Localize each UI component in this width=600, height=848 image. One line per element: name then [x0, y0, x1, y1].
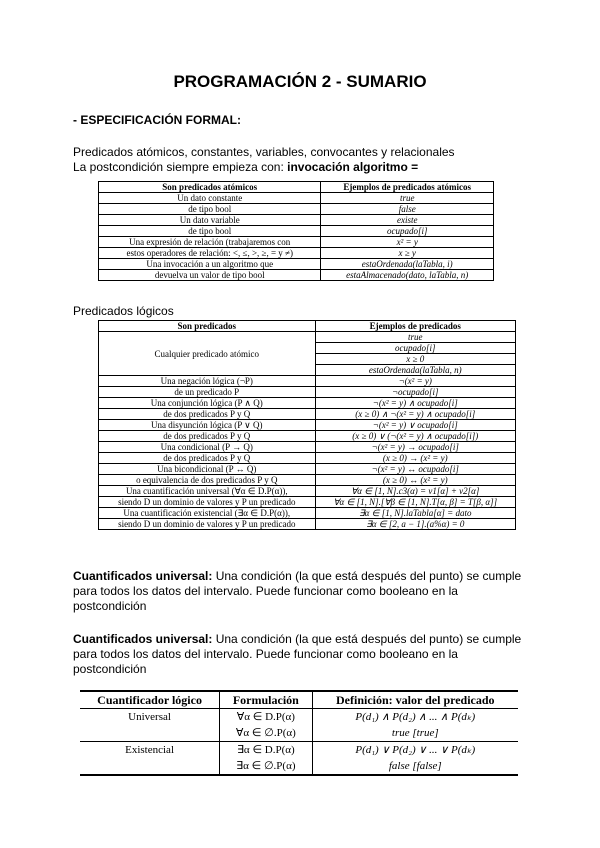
intro-line-2-text: La postcondición siempre empieza con:	[73, 160, 288, 174]
intro-line-2	[73, 160, 523, 175]
table1-cell: devuelva un valor de tipo bool	[99, 270, 321, 281]
table-row	[99, 259, 494, 270]
table2-cell: ∀α ∈ [1, N].[∀β ∈ [1, N].T[α, β] = T[β, α]]	[315, 497, 515, 508]
table1-cell: estos operadores de relación: <, ≤, >, ≥, = y ≠)	[99, 248, 321, 259]
table-row	[99, 453, 516, 464]
table1-cell: Un dato variable	[99, 215, 321, 226]
paragraph-2-bold: Cuantificados universal:	[73, 632, 213, 646]
table3-header-2: Definición: valor del predicado	[312, 691, 518, 709]
table1-cell: existe	[321, 215, 494, 226]
table-row	[80, 742, 518, 759]
table2-cell: ∃α ∈ [2, a − 1].(a%α) = 0	[315, 519, 515, 530]
table1-cell: de tipo bool	[99, 226, 321, 237]
table2-cell: (x ≥ 0) ↔ (x² = y)	[315, 475, 515, 486]
table2-cell: x ≥ 0	[315, 354, 515, 365]
table1-cell: false	[321, 204, 494, 215]
table-row	[99, 248, 494, 259]
table3-cell: Universal	[128, 711, 171, 723]
table3-cell: P(d₁) ∨ P(d₂) ∨ ... ∨ P(dₖ)	[312, 742, 518, 759]
intro-line-2-bold: invocación algoritmo =	[287, 160, 419, 174]
table2-cell: ¬(x² = y) ∨ ocupado[i]	[315, 420, 515, 431]
table1-cell: ocupado[i]	[321, 226, 494, 237]
table1-cell: estaOrdenada(laTabla, i)	[321, 259, 494, 270]
table2-cell: Una cuantificación universal (∀α ∈ D.P(α)),	[99, 486, 316, 497]
table1-header-0: Son predicados atómicos	[99, 182, 321, 193]
table2-cell: ¬(x² = y)	[315, 376, 515, 387]
table3-header-1: Formulación	[220, 691, 312, 709]
table-row	[99, 486, 516, 497]
paragraph-universal-1	[73, 569, 533, 614]
table3-cell: Existencial	[80, 742, 220, 759]
table1-cell: Una expresión de relación (trabajaremos con	[99, 237, 321, 248]
table2-cell: o equivalencia de dos predicados P y Q	[99, 475, 316, 486]
section-heading: - ESPECIFICACIÓN FORMAL:	[73, 113, 241, 127]
logical-predicates-table	[98, 320, 516, 530]
table2-cell: (x ≥ 0) ∧ ¬(x² = y) ∧ ocupado[i]	[315, 409, 515, 420]
table2-cell: Una condicional (P → Q)	[99, 442, 316, 453]
table2-header-0: Son predicados	[99, 321, 316, 332]
table-row	[99, 442, 516, 453]
table3-cell: ∀α ∈ D.P(α)	[220, 709, 312, 726]
table2-cell: (x ≥ 0) ∨ (¬(x² = y) ∧ ocupado[i])	[315, 431, 515, 442]
table3-cell	[80, 758, 220, 775]
table3-header-0: Cuantificador lógico	[80, 691, 220, 709]
table-row	[99, 431, 516, 442]
table2-cell: de dos predicados P y Q	[99, 431, 316, 442]
table3-cell: ∃α ∈ ∅.P(α)	[220, 758, 312, 775]
table2-cell: de dos predicados P y Q	[99, 409, 316, 420]
table2-cell: ∃α ∈ [1, N].laTabla[α] = dato	[315, 508, 515, 519]
table2-header-1: Ejemplos de predicados	[315, 321, 515, 332]
table2-cell: ∀α ∈ [1, N].c3(α) = v1[α] + v2[α]	[315, 486, 515, 497]
quantifier-table	[80, 690, 518, 776]
paragraph-2-text: Una condición (la que está después del punto) se cumple para todos los datos del intervalo. Puede funcionar como booleano en la postcondición	[73, 632, 522, 676]
table2-cell: de dos predicados P y Q	[99, 453, 316, 464]
table-row	[99, 226, 494, 237]
table2-cell: Una disyunción lógica (P ∨ Q)	[99, 420, 316, 431]
table-row	[99, 387, 516, 398]
table-row	[99, 376, 516, 387]
table3-cell: ∃α ∈ D.P(α)	[220, 742, 312, 759]
table1-cell: x² = y	[321, 237, 494, 248]
table2-cell: true	[315, 332, 515, 343]
table2-cell: Una conjunción lógica (P ∧ Q)	[99, 398, 316, 409]
table1-cell: x ≥ y	[321, 248, 494, 259]
atomic-predicates-table	[98, 181, 494, 281]
table-row	[99, 508, 516, 519]
table2-cell: (x ≥ 0) → (x² = y)	[315, 453, 515, 464]
table-row	[99, 204, 494, 215]
table2-cell: Una bicondicional (P ↔ Q)	[99, 464, 316, 475]
table-row	[99, 237, 494, 248]
table-row	[99, 420, 516, 431]
table2-cell: de un predicado P	[99, 387, 316, 398]
table2-cell: ocupado[i]	[315, 343, 515, 354]
table-row	[99, 519, 516, 530]
table3-cell: ∀α ∈ ∅.P(α)	[220, 725, 312, 742]
table-row	[99, 464, 516, 475]
table-row	[80, 758, 518, 775]
table2-cell: ¬(x² = y) ↔ ocupado[i]	[315, 464, 515, 475]
table3-cell: P(d₁) ∧ P(d₂) ∧ ... ∧ P(dₖ)	[355, 711, 476, 723]
paragraph-1-text: Una condición (la que está después del punto) se cumple para todos los datos del intervalo. Puede funcionar como booleano en la postcondición	[73, 569, 522, 613]
table1-cell: estaAlmacenado(dato, laTabla, n)	[321, 270, 494, 281]
page-title: PROGRAMACIÓN 2 - SUMARIO	[173, 72, 427, 91]
table2-cell: ¬(x² = y) → ocupado[i]	[315, 442, 515, 453]
table3-cell: true [true]	[391, 727, 439, 739]
table2-cell: Cualquier predicado atómico	[99, 332, 316, 376]
table1-cell: Un dato constante	[99, 193, 321, 204]
table2-cell: ¬ocupado[i]	[315, 387, 515, 398]
table1-cell: true	[321, 193, 494, 204]
table1-header-1: Ejemplos de predicados atómicos	[321, 182, 494, 193]
table1-cell: de tipo bool	[99, 204, 321, 215]
table-row	[99, 215, 494, 226]
table2-cell: siendo D un dominio de valores y P un predicado	[99, 497, 316, 508]
paragraph-1-bold: Cuantificados universal:	[73, 569, 213, 583]
table2-cell: ¬(x² = y) ∧ ocupado[i]	[315, 398, 515, 409]
table-row	[99, 475, 516, 486]
table2-cell: siendo D un dominio de valores y P un predicado	[99, 519, 316, 530]
table-row	[99, 497, 516, 508]
logical-predicates-label: Predicados lógicos	[73, 304, 174, 318]
table-row	[80, 709, 518, 726]
table2-cell: estaOrdenada(laTabla, n)	[315, 365, 515, 376]
table-row	[99, 332, 516, 343]
table-row	[99, 193, 494, 204]
intro-line-1: Predicados atómicos, constantes, variables, convocantes y relacionales	[73, 145, 455, 159]
table1-cell: Una invocación a un algoritmo que	[99, 259, 321, 270]
table-row	[99, 398, 516, 409]
table2-cell: Una cuantificación existencial (∃α ∈ D.P(α)),	[99, 508, 316, 519]
table-row	[99, 270, 494, 281]
table2-cell: Una negación lógica (¬P)	[99, 376, 316, 387]
table-row	[99, 409, 516, 420]
table-row	[80, 725, 518, 742]
table3-cell: false [false]	[312, 758, 518, 775]
table3-cell	[80, 725, 220, 742]
paragraph-universal-2	[73, 632, 533, 677]
